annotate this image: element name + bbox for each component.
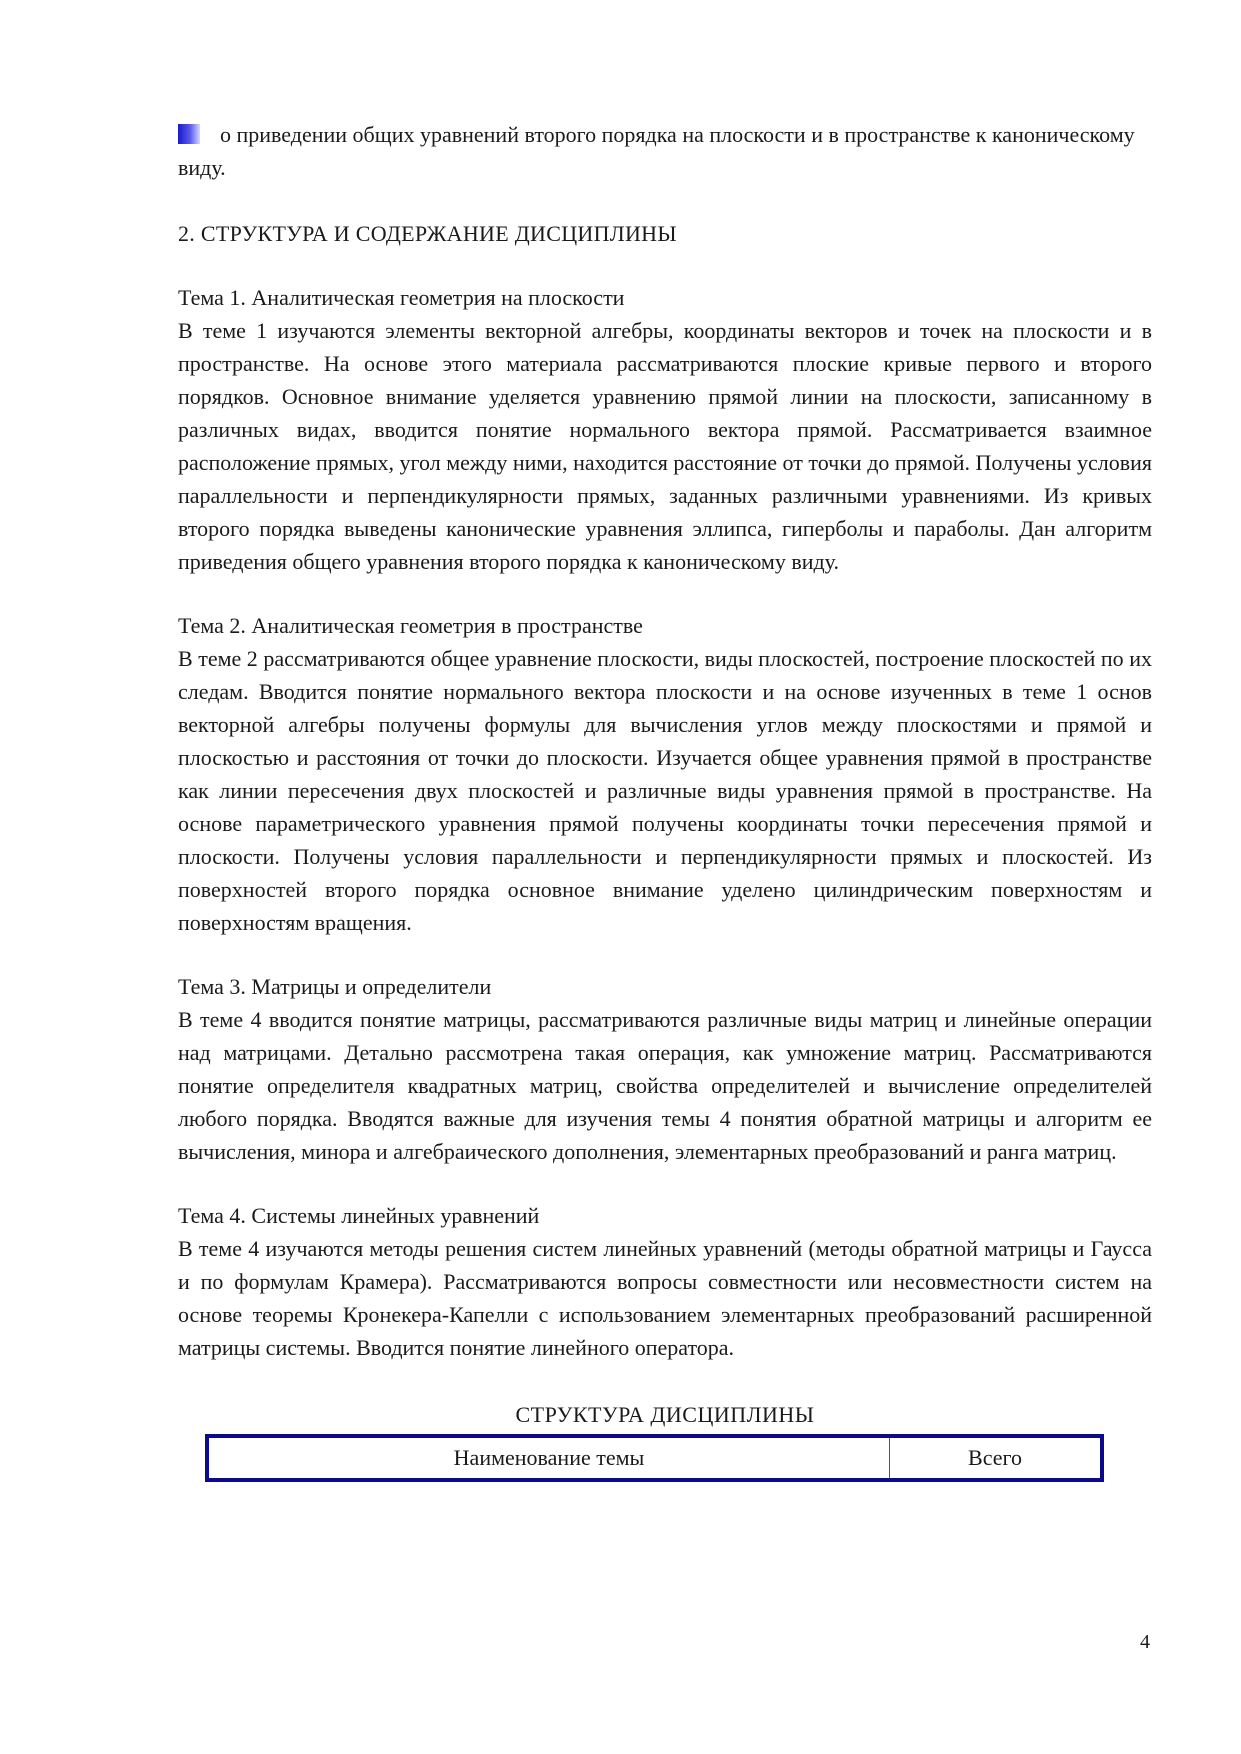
document-body: [178, 118, 1152, 1482]
gradient-square-bullet-icon: [178, 124, 200, 144]
topic-title: Тема 4. Системы линейных уравнений: [178, 1203, 540, 1228]
column-header-total: Всего: [968, 1445, 1022, 1470]
intro-bullet-text: о приведении общих уравнений второго порядка на плоскости и в пространстве к каноническому виду.: [178, 122, 1135, 180]
section-title: 2. СТРУКТУРА И СОДЕРЖАНИЕ ДИСЦИПЛИНЫ: [178, 221, 677, 246]
topic-title: Тема 2. Аналитическая геометрия в пространстве: [178, 613, 643, 638]
table-header-row: [207, 1436, 1102, 1480]
topic-body: В теме 1 изучаются элементы векторной алгебры, координаты векторов и точек на плоскости и в пространстве. На основе этого материала рассматриваются плоские кривые первого и второго порядков. Основное внимание уделяется уравнению прямой линии на плоскости, записанному в различных видах, вводится понятие нормального вектора прямой. Рассматривается взаимное расположение прямых, угол между ними, находится расстояние от точки до прямой. Получены условия параллельности и перпендикулярности прямых, заданных различными уравнениями. Из кривых второго порядка выведены канонические уравнения эллипса, гиперболы и параболы. Дан алгоритм приведения общего уравнения второго порядка к каноническому виду.: [178, 318, 1152, 574]
intro-bullet-item: [178, 118, 1152, 184]
topic-3: [178, 970, 1152, 1168]
column-header-topic-name: Наименование темы: [207, 1436, 890, 1480]
topic-title: Тема 3. Матрицы и определители: [178, 974, 492, 999]
structure-table: [205, 1434, 1104, 1482]
structure-table-caption: СТРУКТУРА ДИСЦИПЛИНЫ: [515, 1402, 815, 1427]
page-number: 4: [1140, 1631, 1150, 1653]
topic-2: [178, 609, 1152, 939]
topic-title: Тема 1. Аналитическая геометрия на плоскости: [178, 285, 625, 310]
topic-body: В теме 4 вводится понятие матрицы, рассматриваются различные виды матриц и линейные операции над матрицами. Детально рассмотрена такая операция, как умножение матриц. Рассматриваются понятие определителя квадратных матриц, свойства определителей и вычисление определителей любого порядка. Вводятся важные для изучения темы 4 понятия обратной матрицы и алгоритм ее вычисления, минора и алгебраического дополнения, элементарных преобразований и ранга матриц.: [178, 1007, 1152, 1164]
topic-body: В теме 4 изучаются методы решения систем линейных уравнений (методы обратной матрицы и Гаусса и по формулам Крамера). Рассматриваются вопросы совместности или несовместности систем на основе теоремы Кронекера-Капелли с использованием элементарных преобразований расширенной матрицы системы. Вводится понятие линейного оператора.: [178, 1236, 1152, 1360]
topic-1: [178, 281, 1152, 578]
topic-body: В теме 2 рассматриваются общее уравнение плоскости, виды плоскостей, построение плоскостей по их следам. Вводится понятие нормального вектора плоскости и на основе изученных в теме 1 основ векторной алгебры получены формулы для вычисления углов между плоскостями и прямой и плоскостью и расстояния от точки до плоскости. Изучается общее уравнения прямой в пространстве как линии пересечения двух плоскостей и различные виды уравнения прямой в пространстве. На основе параметрического уравнения прямой получены координаты точки пересечения прямой и плоскости. Получены условия параллельности и перпендикулярности прямых и плоскостей. Из поверхностей второго порядка основное внимание уделено цилиндрическим поверхностям и поверхностям вращения.: [178, 646, 1152, 935]
topic-4: [178, 1199, 1152, 1364]
